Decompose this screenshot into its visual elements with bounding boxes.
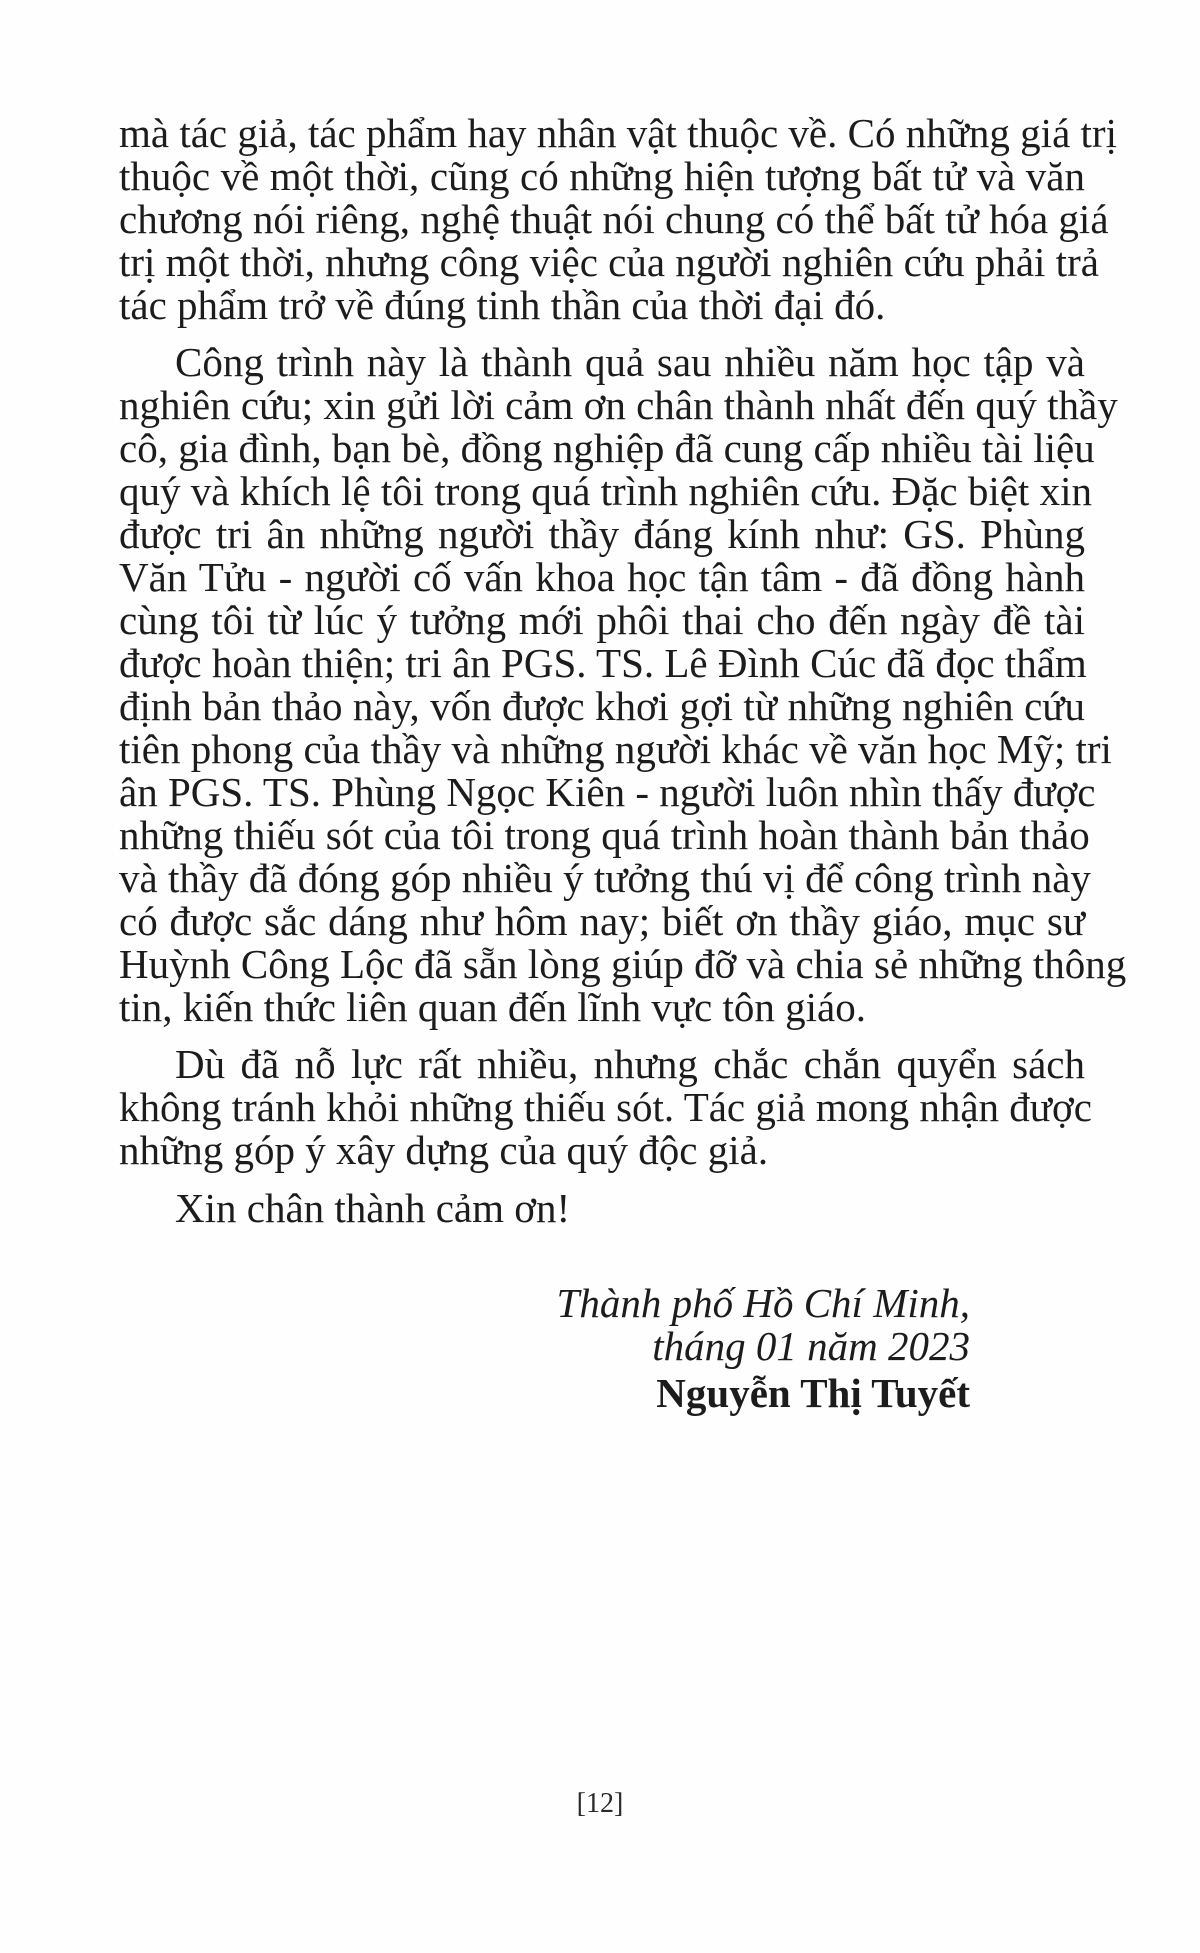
signature-author: Nguyễn Thị Tuyết [656, 1370, 970, 1416]
paragraph-1-line-1: mà tác giả, tác phẩm hay nhân vật thuộc về. Có những giá trị [119, 110, 1117, 156]
paragraph-2-line-3: cô, gia đình, bạn bè, đồng nghiệp đã cung cấp nhiều tài liệu [119, 425, 1095, 471]
paragraph-3-line-2: không tránh khỏi những thiếu sót. Tác giả mong nhận được [119, 1084, 1092, 1130]
paragraph-2-line-9: định bản thảo này, vốn được khơi gợi từ những nghiên cứu [119, 683, 1085, 729]
paragraph-2-line-15: Huỳnh Công Lộc đã sẵn lòng giúp đỡ và chia sẻ những thông [119, 941, 1127, 987]
paragraph-1-line-3: chương nói riêng, nghệ thuật nói chung có thể bất tử hóa giá [119, 196, 1109, 242]
paragraph-2-line-8: được hoàn thiện; tri ân PGS. TS. Lê Đình Cúc đã đọc thẩm [119, 640, 1087, 686]
paragraph-2-line-4: quý và khích lệ tôi trong quá trình nghiên cứu. Đặc biệt xin [119, 468, 1092, 514]
paragraph-1-line-2: thuộc về một thời, cũng có những hiện tượng bất tử và văn [119, 153, 1085, 199]
paragraph-4-line-1: Xin chân thành cảm ơn! [175, 1185, 571, 1231]
paragraph-2-line-11: ân PGS. TS. Phùng Ngọc Kiên - người luôn nhìn thấy được [119, 769, 1096, 815]
paragraph-2-line-5: được tri ân những người thầy đáng kính như: GS. Phùng [119, 511, 1085, 557]
paragraph-1-line-5: tác phẩm trở về đúng tinh thần của thời đại đó. [119, 282, 886, 328]
paragraph-2-line-13: và thầy đã đóng góp nhiều ý tưởng thú vị để công trình này [119, 855, 1091, 901]
paragraph-2-line-7: cùng tôi từ lúc ý tưởng mới phôi thai cho đến ngày đề tài [119, 597, 1085, 643]
signature-date: tháng 01 năm 2023 [652, 1323, 970, 1369]
paragraph-2-line-12: những thiếu sót của tôi trong quá trình hoàn thành bản thảo [119, 812, 1090, 858]
paragraph-1-line-4: trị một thời, nhưng công việc của người nghiên cứu phải trả [119, 239, 1099, 285]
page-number: [12] [576, 1788, 624, 1819]
paragraph-2-line-2: nghiên cứu; xin gửi lời cảm ơn chân thành nhất đến quý thầy [119, 382, 1118, 428]
paragraph-2-line-1: Công trình này là thành quả sau nhiều năm học tập và [175, 339, 1085, 385]
paragraph-3-line-3: những góp ý xây dựng của quý độc giả. [119, 1127, 769, 1173]
paragraph-2-line-16: tin, kiến thức liên quan đến lĩnh vực tôn giáo. [119, 984, 866, 1030]
paragraph-2-line-10: tiên phong của thầy và những người khác về văn học Mỹ; tri [119, 726, 1112, 772]
paragraph-2-line-14: có được sắc dáng như hôm nay; biết ơn thầy giáo, mục sư [119, 898, 1085, 944]
paragraph-2-line-6: Văn Tửu - người cố vấn khoa học tận tâm - đã đồng hành [119, 554, 1085, 600]
paragraph-3-line-1: Dù đã nỗ lực rất nhiều, nhưng chắc chắn quyển sách [175, 1041, 1085, 1087]
signature-place: Thành phố Hồ Chí Minh, [556, 1280, 970, 1326]
